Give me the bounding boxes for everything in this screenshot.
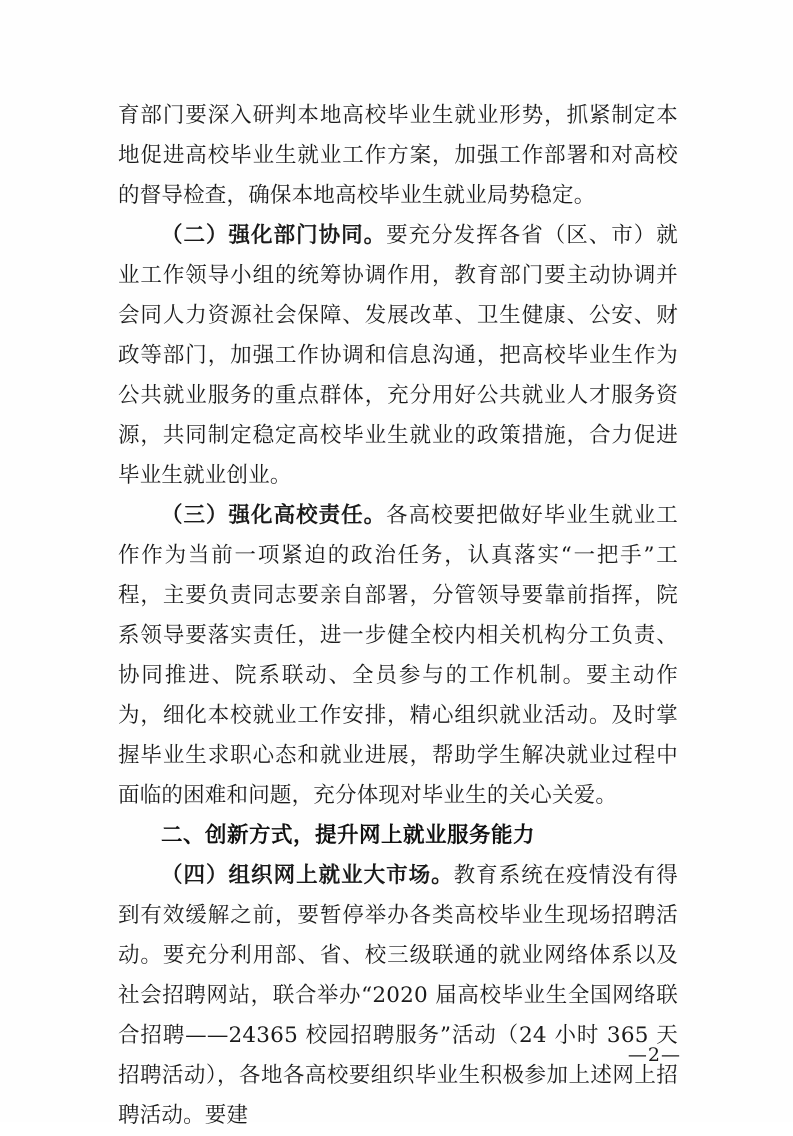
paragraph-university-responsibility — [118, 496, 678, 816]
paragraph-text: 要充分发挥各省（区、市）就业工作领导小组的统筹协调作用，教育部门要主动协调并会同人力资源社会保障、发展改革、卫生健康、公安、财政等部门，加强工作协调和信息沟通，把高校毕业生作为公共就业服务的重点群体，充分用好公共就业人才服务资源，共同制定稳定高校毕业生就业的政策措施，合力促进毕业生就业创业。 — [118, 223, 678, 488]
paragraph-text: 育部门要深入研判本地高校毕业生就业形势，抓紧制定本地促进高校毕业生就业工作方案，加强工作部署和对高校的督导检查，确保本地高校毕业生就业局势稳定。 — [118, 103, 678, 208]
page-number: —2— — [627, 1044, 681, 1066]
paragraph-lead-label: （二）强化部门协同。 — [161, 223, 387, 248]
paragraph-lead-label: （三）强化高校责任。 — [161, 503, 387, 528]
paragraph-continuation — [118, 96, 678, 216]
paragraph-lead-label: （四）组织网上就业大市场。 — [161, 863, 454, 888]
paragraph-online-job-market — [118, 856, 678, 1136]
paragraph-text: 教育系统在疫情没有得到有效缓解之前，要暂停举办各类高校毕业生现场招聘活动。要充分利用部、省、校三级联通的就业网络体系以及社会招聘网站，联合举办“2020 届高校毕业生全国网络联合招聘——24365 校园招聘服务”活动（24 小时 365 天招聘活动），各地各高校要组织毕业生积极参加上述网上招聘活动。要建 — [118, 863, 678, 1128]
document-body — [118, 96, 678, 1136]
paragraph-department-coordination — [118, 216, 678, 496]
paragraph-text: 各高校要把做好毕业生就业工作作为当前一项紧迫的政治任务，认真落实“一把手”工程，主要负责同志要亲自部署，分管领导要靠前指挥，院系领导要落实责任，进一步健全校内相关机构分工负责、协同推进、院系联动、全员参与的工作机制。要主动作为，细化本校就业工作安排，精心组织就业活动。及时掌握毕业生求职心态和就业进展，帮助学生解决就业过程中面临的困难和问题，充分体现对毕业生的关心关爱。 — [118, 503, 678, 808]
section-heading: 二、创新方式，提升网上就业服务能力 — [161, 823, 536, 848]
